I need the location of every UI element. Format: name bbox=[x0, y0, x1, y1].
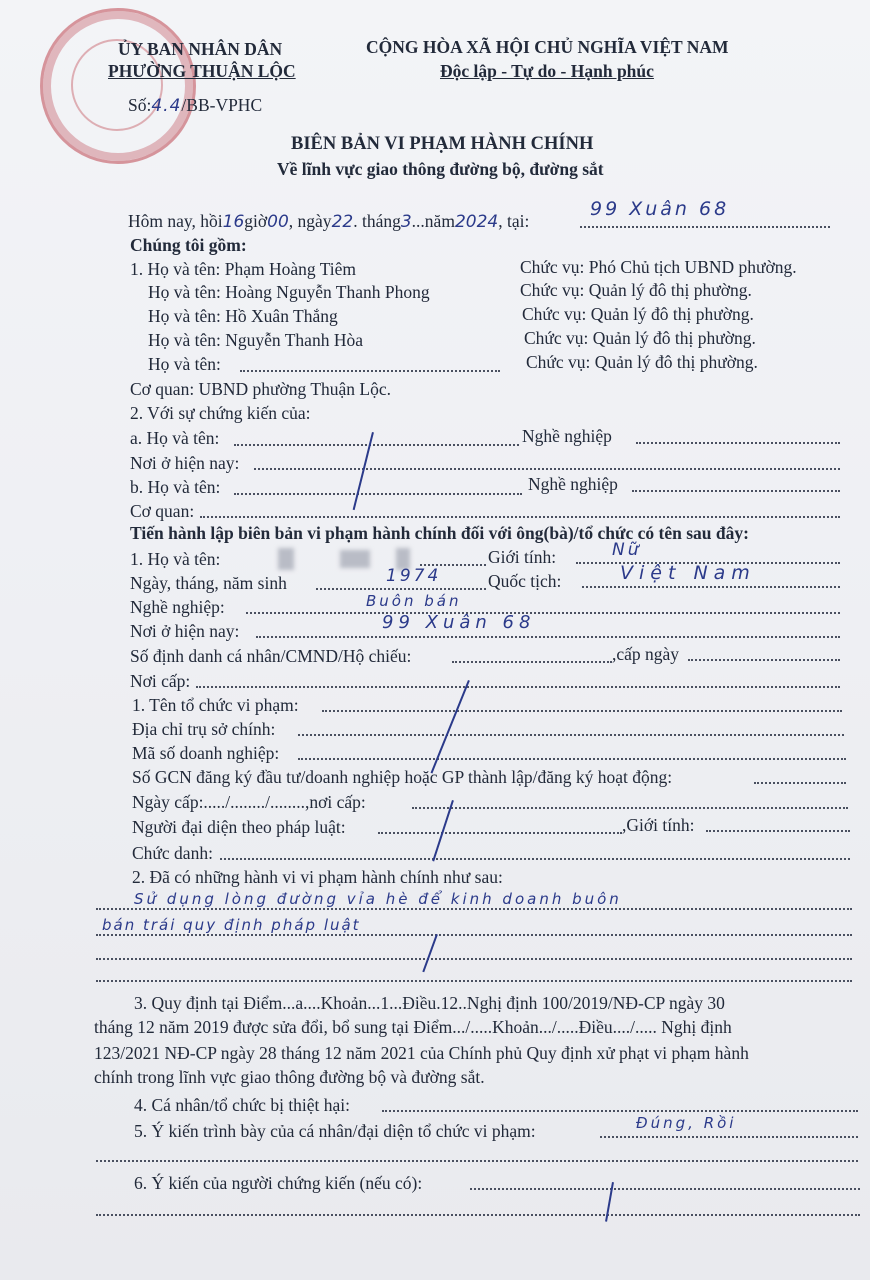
regulation-line2: tháng 12 năm 2019 được sửa đổi, bổ sung tại Điểm.../.....Khoản.../.....Điều..../..... Nghị định bbox=[94, 1017, 732, 1037]
org-rep-line bbox=[378, 832, 622, 834]
violator-dob-line bbox=[316, 588, 486, 590]
org-title-label: Chức danh: bbox=[132, 843, 213, 863]
violator-nationality-label: Quốc tịch: bbox=[488, 571, 562, 591]
witness-b-agency-line bbox=[200, 516, 840, 518]
violation-line4 bbox=[96, 980, 852, 982]
agency: Cơ quan: UBND phường Thuận Lộc. bbox=[130, 379, 391, 399]
witness-b-job: Nghề nghiệp bbox=[528, 474, 618, 494]
violator-id-date-label: ,cấp ngày bbox=[612, 644, 680, 664]
intro-day: 22 bbox=[331, 212, 354, 232]
violator-job-hand: Buôn bán bbox=[366, 592, 462, 610]
org-rep-label: Người đại diện theo pháp luật: bbox=[132, 817, 346, 837]
violator-nationality-hand: Việt Nam bbox=[620, 562, 756, 584]
witness-opinion-label: 6. Ý kiến của người chứng kiến (nếu có): bbox=[134, 1173, 423, 1193]
witness-opinion-line2 bbox=[96, 1214, 860, 1216]
doc-number bbox=[128, 94, 262, 117]
member-name: Họ và tên: bbox=[148, 354, 221, 374]
witness-a-name: a. Họ và tên: bbox=[130, 428, 220, 448]
witness-a-address: Nơi ở hiện nay: bbox=[130, 453, 240, 473]
intro-thang: tháng bbox=[361, 211, 401, 231]
motto: Độc lập - Tự do - Hạnh phúc bbox=[440, 61, 654, 81]
official-seal bbox=[40, 8, 196, 164]
violator-id-label: Số định danh cá nhân/CMND/Hộ chiếu: bbox=[130, 646, 412, 666]
org-name-line bbox=[322, 710, 842, 712]
member-name: 1. Họ và tên: Phạm Hoàng Tiêm bbox=[130, 259, 357, 279]
member-name: Họ và tên: Nguyễn Thanh Hòa bbox=[148, 330, 363, 350]
member-name: Họ và tên: Hoàng Nguyễn Thanh Phong bbox=[148, 282, 430, 302]
org-tax-line bbox=[298, 758, 846, 760]
violator-job-line bbox=[246, 612, 840, 614]
witness-a-job-line bbox=[636, 442, 840, 444]
witness-opinion-line bbox=[470, 1188, 860, 1190]
violator-gender-hand: Nữ bbox=[612, 540, 642, 560]
violation-hand-line1: Sử dụng lòng đường vỉa hè để kinh doanh buôn bbox=[134, 890, 622, 908]
violator-heading: Tiến hành lập biên bản vi phạm hành chính đối với ông(bà)/tổ chức có tên sau đây: bbox=[130, 523, 749, 543]
org-rep-gender-line bbox=[706, 830, 850, 832]
intro-nam: năm bbox=[424, 211, 455, 231]
witness-heading: 2. Với sự chứng kiến của: bbox=[130, 403, 311, 423]
doc-number-prefix: Số: bbox=[128, 95, 152, 115]
intro-ngay: , ngày bbox=[288, 211, 332, 231]
strike-mark bbox=[422, 934, 438, 972]
org-hq-line bbox=[298, 734, 844, 736]
org-issue-date-line bbox=[412, 807, 848, 809]
members-heading: Chúng tôi gồm: bbox=[130, 235, 247, 255]
opinion-line bbox=[600, 1136, 858, 1138]
org-cert-line bbox=[754, 782, 846, 784]
org-name-label: 1. Tên tổ chức vi phạm: bbox=[132, 695, 299, 715]
violator-dob-hand: 1974 bbox=[386, 566, 442, 586]
witness-a-address-line bbox=[254, 468, 840, 470]
violation-hand-line2: bán trái quy định pháp luật bbox=[102, 916, 361, 934]
opinion-label: 5. Ý kiến trình bày của cá nhân/đại diện tổ chức vi phạm: bbox=[134, 1121, 536, 1141]
intro-minute: 00 bbox=[267, 212, 289, 232]
org-hq-label: Địa chỉ trụ sở chính: bbox=[132, 719, 276, 739]
intro-place-hand: 99 Xuân 68 bbox=[590, 198, 730, 220]
org-rep-gender-label: ,Giới tính: bbox=[622, 815, 695, 835]
opinion-hand: Đúng, Rồi bbox=[636, 1114, 737, 1132]
intro-tai: , tại: bbox=[498, 211, 530, 231]
doc-number-hand: 4.4 bbox=[151, 96, 182, 116]
violator-name-label: 1. Họ và tên: bbox=[130, 549, 221, 569]
org-line2: PHƯỜNG THUẬN LỘC bbox=[108, 61, 296, 81]
witness-b-name: b. Họ và tên: bbox=[130, 477, 221, 497]
violator-issued-label: Nơi cấp: bbox=[130, 671, 191, 691]
intro-line: Hôm nay, hồi16giờ00, ngày22. tháng3...năm2024, tại: bbox=[128, 211, 530, 232]
witness-b-agency: Cơ quan: bbox=[130, 501, 195, 521]
violation-line1 bbox=[96, 908, 852, 910]
violation-heading: 2. Đã có những hành vi vi phạm hành chính như sau: bbox=[132, 867, 503, 887]
intro-label: Hôm nay, hồi bbox=[128, 211, 223, 231]
member-blank-line bbox=[240, 370, 500, 372]
witness-b-name-line bbox=[234, 493, 522, 495]
violation-line3 bbox=[96, 958, 852, 960]
member-role: Chức vụ: Quản lý đô thị phường. bbox=[526, 352, 758, 372]
member-role: Chức vụ: Phó Chủ tịch UBND phường. bbox=[520, 257, 797, 277]
violator-id-line bbox=[452, 661, 612, 663]
violator-id-date-line bbox=[688, 659, 840, 661]
doc-title: BIÊN BẢN VI PHẠM HÀNH CHÍNH bbox=[291, 134, 594, 154]
violator-address-line bbox=[256, 636, 840, 638]
org-issue-date-label: Ngày cấp:...../......../........,nơi cấp: bbox=[132, 792, 366, 812]
violator-gender-label: Giới tính: bbox=[488, 547, 557, 567]
violation-line2 bbox=[96, 934, 852, 936]
violator-job-label: Nghề nghiệp: bbox=[130, 597, 225, 617]
damage-line bbox=[382, 1110, 858, 1112]
violator-dob-label: Ngày, tháng, năm sinh bbox=[130, 573, 287, 593]
redacted-name-part bbox=[278, 548, 294, 570]
org-tax-label: Mã số doanh nghiệp: bbox=[132, 743, 280, 763]
intro-gio: giờ bbox=[244, 211, 268, 231]
violator-nationality-line bbox=[582, 586, 840, 588]
member-role: Chức vụ: Quản lý đô thị phường. bbox=[520, 280, 752, 300]
violator-address-label: Nơi ở hiện nay: bbox=[130, 621, 240, 641]
member-role: Chức vụ: Quản lý đô thị phường. bbox=[522, 304, 754, 324]
damage-label: 4. Cá nhân/tổ chức bị thiệt hại: bbox=[134, 1095, 351, 1115]
member-name: Họ và tên: Hồ Xuân Thắng bbox=[148, 306, 338, 326]
witness-a-job: Nghề nghiệp bbox=[522, 426, 612, 446]
nation-name: CỘNG HÒA XÃ HỘI CHỦ NGHĨA VIỆT NAM bbox=[366, 37, 729, 57]
intro-hour: 16 bbox=[222, 212, 245, 232]
org-title-line bbox=[220, 858, 850, 860]
regulation-line3: 123/2021 NĐ-CP ngày 28 tháng 12 năm 2021 của Chính phủ Quy định xử phạt vi phạm hành bbox=[94, 1043, 749, 1063]
doc-number-suffix: /BB-VPHC bbox=[181, 95, 263, 115]
intro-year: 2024 bbox=[454, 212, 499, 232]
strike-mark bbox=[432, 800, 454, 861]
org-cert-label: Số GCN đăng ký đầu tư/doanh nghiệp hoặc GP thành lập/đăng ký hoạt động: bbox=[132, 767, 673, 787]
regulation-line1: 3. Quy định tại Điểm...a....Khoản...1...Điều.12..Nghị định 100/2019/NĐ-CP ngày 30 bbox=[134, 993, 725, 1013]
intro-month: 3 bbox=[400, 212, 412, 232]
org-line1: ỦY BAN NHÂN DÂN bbox=[118, 39, 283, 59]
violator-issued-line bbox=[196, 686, 840, 688]
doc-subtitle: Về lĩnh vực giao thông đường bộ, đường sắt bbox=[277, 159, 604, 179]
intro-place-line bbox=[580, 226, 830, 228]
witness-b-job-line bbox=[632, 490, 840, 492]
redacted-name-part bbox=[340, 550, 370, 568]
violator-address-hand: 99 Xuân 68 bbox=[382, 612, 536, 633]
regulation-line4: chính trong lĩnh vực giao thông đường bộ và đường sắt. bbox=[94, 1067, 485, 1087]
witness-a-name-line bbox=[234, 444, 519, 446]
opinion-line2 bbox=[96, 1160, 858, 1162]
member-role: Chức vụ: Quản lý đô thị phường. bbox=[524, 328, 756, 348]
